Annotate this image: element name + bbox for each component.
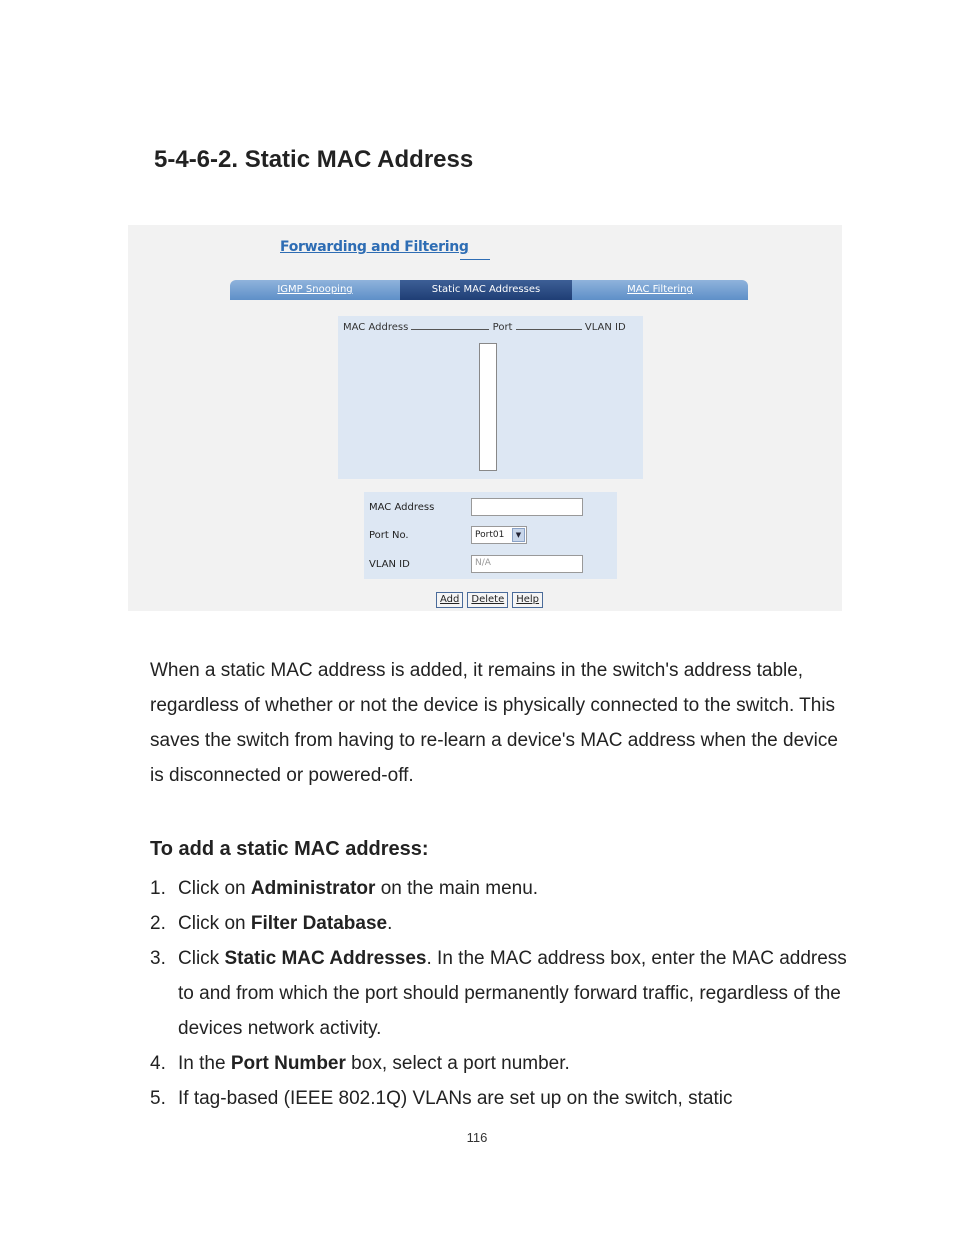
step-text: Click — [178, 948, 225, 969]
mac-address-input[interactable] — [471, 498, 583, 516]
step-text: In the — [178, 1053, 231, 1074]
step-number: 5. — [150, 1088, 166, 1109]
tab-mac-filtering[interactable]: MAC Filtering — [572, 280, 748, 300]
step-number: 2. — [150, 913, 166, 934]
step-number: 4. — [150, 1053, 166, 1074]
list-item — [150, 941, 850, 1046]
list-header-mac: MAC Address — [343, 322, 409, 333]
screenshot-panel — [128, 225, 842, 611]
step-emphasis: Filter Database — [250, 913, 388, 934]
tab-static-mac-addresses[interactable]: Static MAC Addresses — [400, 280, 572, 300]
vlan-id-input[interactable]: N/A — [471, 555, 583, 573]
add-mac-form — [364, 492, 617, 579]
port-select-value: Port01 — [475, 530, 505, 540]
port-no-label: Port No. — [369, 530, 409, 541]
list-header — [343, 321, 626, 333]
list-header-port: Port — [492, 322, 513, 333]
step-text: box, select a port number. — [345, 1053, 570, 1074]
section-title: 5-4-6-2. Static MAC Address — [154, 146, 474, 173]
chevron-down-icon[interactable]: ▼ — [512, 528, 525, 542]
steps-heading: To add a static MAC address: — [150, 838, 429, 860]
list-item — [150, 1081, 850, 1116]
step-text: Click on — [178, 913, 251, 934]
step-number: 3. — [150, 948, 166, 969]
static-mac-listbox[interactable] — [479, 343, 497, 471]
page-number: 116 — [466, 1130, 488, 1145]
delete-button[interactable]: Delete — [467, 592, 508, 608]
port-select[interactable] — [471, 526, 527, 544]
form-buttons — [436, 592, 543, 608]
list-item — [150, 906, 850, 941]
step-emphasis: Static MAC Addresses — [224, 948, 427, 969]
mac-address-label: MAC Address — [369, 502, 435, 513]
step-emphasis: Port Number — [230, 1053, 346, 1074]
add-button[interactable]: Add — [436, 592, 463, 608]
list-header-separator — [411, 321, 489, 330]
vlan-id-label: VLAN ID — [369, 559, 410, 570]
help-button[interactable]: Help — [512, 592, 543, 608]
panel-title: Forwarding and Filtering — [280, 239, 469, 255]
tab-igmp-snooping[interactable]: IGMP Snooping — [230, 280, 400, 300]
description-paragraph: When a static MAC address is added, it remains in the switch's address table, regardless of whether or not the device is physically connected to the switch. This saves the switch from having to re-learn a device's MAC address when the device is disconnected or powered-off. — [150, 660, 838, 786]
step-text: . — [387, 913, 393, 934]
step-text: . In the MAC address box, enter the MAC address to and from which the port should permanently forward traffic, regardless of the devices network activity. — [178, 948, 847, 1039]
mac-address-list-box — [338, 316, 643, 479]
steps-list — [150, 871, 850, 1116]
tab-bar — [230, 280, 748, 300]
list-item — [150, 1046, 850, 1081]
step-text: Click on — [178, 878, 251, 899]
list-header-vlan: VLAN ID — [584, 322, 626, 333]
step-text: If tag-based (IEEE 802.1Q) VLANs are set up on the switch, static — [178, 1088, 733, 1109]
step-emphasis: Administrator — [250, 878, 376, 899]
step-number: 1. — [150, 878, 166, 899]
list-item — [150, 871, 850, 906]
panel-title-underline — [460, 259, 490, 260]
step-text: on the main menu. — [375, 878, 539, 899]
list-header-separator — [516, 321, 582, 330]
